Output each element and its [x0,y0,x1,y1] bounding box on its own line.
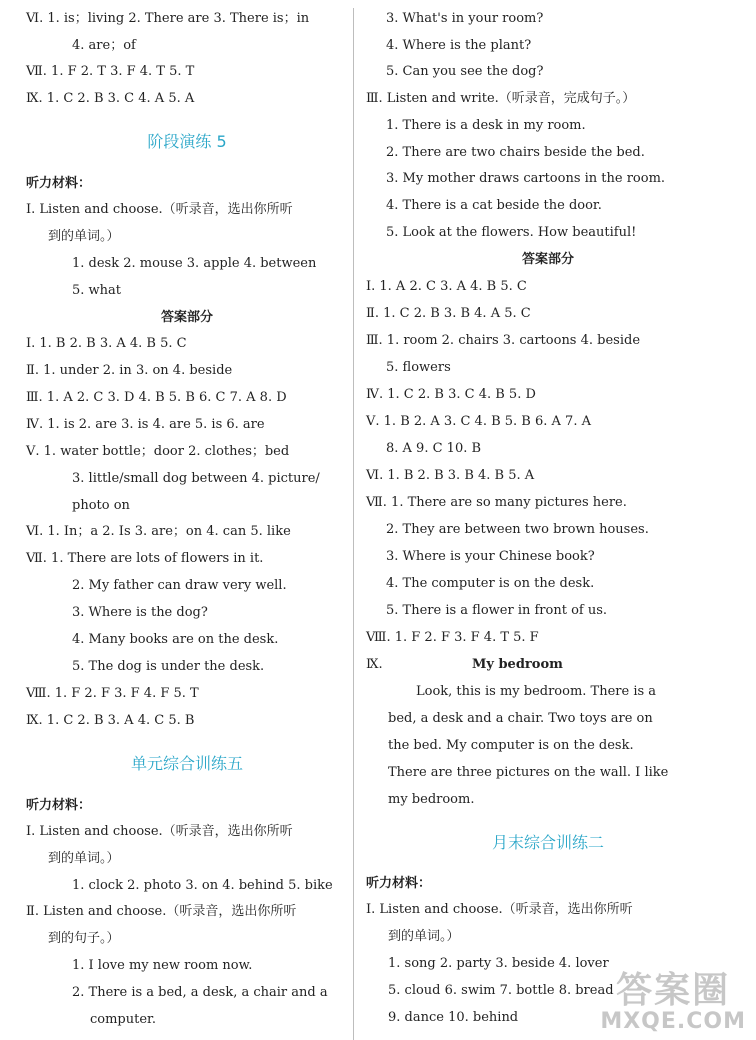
watermark-text: 答案圈 [616,970,731,1011]
text-line: 4. are；of [72,38,136,53]
text-line: 到的单词。） [48,851,120,866]
listening-heading: 听力材料： [26,798,92,813]
text-line: Ⅴ. 1. B 2. A 3. C 4. B 5. B 6. A 7. A [366,414,591,429]
text-line: Ⅲ. 1. room 2. chairs 3. cartoons 4. beside [366,333,641,348]
text-line: 4. There is a cat beside the door. [386,198,602,213]
text-line: 2. There is a bed, a desk, a chair and a [72,985,328,1000]
text-line: Ⅱ. 1. C 2. B 3. B 4. A 5. C [366,306,531,321]
text-line: my bedroom. [388,792,475,807]
text-line: Ⅰ. 1. A 2. C 3. A 4. B 5. C [366,279,527,294]
text-line: the bed. My computer is on the desk. [388,738,634,753]
text-line: Ⅰ. Listen and choose.（听录音，选出你所听 [366,902,633,917]
section-title: 单元综合训练五 [130,754,243,773]
text-line: photo on [72,498,130,513]
text-line: Ⅸ. [366,657,383,672]
text-line: 5. Can you see the dog? [386,64,544,79]
text-line: 1. song 2. party 3. beside 4. lover [388,956,609,971]
text-line: 3. Where is your Chinese book? [386,549,595,564]
listening-heading: 听力材料： [26,176,92,191]
text-line: Ⅵ. 1. B 2. B 3. B 4. B 5. A [366,468,535,483]
watermark-url: MXQE.COM [600,1009,746,1034]
text-line: Ⅷ. 1. F 2. F 3. F 4. T 5. F [366,630,539,645]
text-line: 2. They are between two brown houses. [386,522,649,537]
text-line: Ⅲ. 1. A 2. C 3. D 4. B 5. B 6. C 7. A 8. D [26,390,287,405]
watermark-logo [600,972,746,1034]
text-line: Ⅰ. Listen and choose.（听录音，选出你所听 [26,824,293,839]
text-line: 4. Many books are on the desk. [72,632,279,647]
text-line: 4. Where is the plant? [386,38,532,53]
text-line: 3. little/small dog between 4. picture/ [72,471,320,486]
text-line: Ⅸ. 1. C 2. B 3. A 4. C 5. B [26,713,195,728]
column-divider [353,8,354,1040]
text-line: 到的句子。） [48,931,120,946]
text-line: 5. The dog is under the desk. [72,659,265,674]
text-line: Ⅵ. 1. In；a 2. Is 3. are；on 4. can 5. like [26,524,291,539]
text-line: Ⅶ. 1. There are lots of flowers in it. [26,551,264,566]
text-line: 5. flowers [386,360,451,375]
text-line: Ⅳ. 1. C 2. B 3. C 4. B 5. D [366,387,536,402]
text-line: 5. Look at the flowers. How beautiful! [386,225,637,240]
section-title: 阶段演练 5 [147,132,227,151]
text-line: 1. There is a desk in my room. [386,118,586,133]
text-line: 4. The computer is on the desk. [386,576,595,591]
text-line: 8. A 9. C 10. B [386,441,482,456]
text-line: 3. What's in your room? [386,11,544,26]
text-line: bed, a desk and a chair. Two toys are on [388,711,653,726]
listening-heading: 听力材料： [366,876,432,891]
text-line: 5. what [72,283,122,298]
text-line: Ⅱ. Listen and choose.（听录音，选出你所听 [26,904,297,919]
text-line: 1. I love my new room now. [72,958,253,973]
text-line: Ⅰ. 1. B 2. B 3. A 4. B 5. C [26,336,187,351]
text-line: 1. clock 2. photo 3. on 4. behind 5. bike [72,878,333,893]
text-line: Ⅱ. 1. under 2. in 3. on 4. beside [26,363,233,378]
text-line: Ⅳ. 1. is 2. are 3. is 4. are 5. is 6. are [26,417,265,432]
text-line: 9. dance 10. behind [388,1010,519,1025]
text-line: Ⅴ. 1. water bottle；door 2. clothes；bed [26,444,290,459]
text-line: Ⅸ. 1. C 2. B 3. C 4. A 5. A [26,91,195,106]
text-line: 到的单词。） [388,929,460,944]
text-line: Ⅷ. 1. F 2. F 3. F 4. F 5. T [26,686,199,701]
text-line: Look, this is my bedroom. There is a [416,684,657,699]
text-line: 到的单词。） [48,229,120,244]
text-line: 1. desk 2. mouse 3. apple 4. between [72,256,317,271]
text-line: 5. There is a flower in front of us. [386,603,608,618]
text-line: computer. [90,1012,156,1027]
text-line: 3. Where is the dog? [72,605,208,620]
text-line: 5. cloud 6. swim 7. bottle 8. bread [388,983,614,998]
text-line: 2. There are two chairs beside the bed. [386,145,645,160]
text-line: 3. My mother draws cartoons in the room. [386,171,666,186]
text-line: There are three pictures on the wall. I like [388,765,669,780]
text-line: Ⅲ. Listen and write.（听录音，完成句子。） [366,91,636,106]
answer-subheading: 答案部分 [521,252,574,267]
section-title: 月末综合训练二 [491,833,604,852]
text-line: Ⅵ. 1. is；living 2. There are 3. There is；in [26,11,310,26]
text-line: Ⅰ. Listen and choose.（听录音，选出你所听 [26,202,293,217]
text-line: Ⅶ. 1. There are so many pictures here. [366,495,627,510]
text-line: Ⅶ. 1. F 2. T 3. F 4. T 5. T [26,64,195,79]
text-line: 2. My father can draw very well. [72,578,287,593]
passage-title: My bedroom [472,657,563,672]
answer-subheading: 答案部分 [160,310,213,325]
